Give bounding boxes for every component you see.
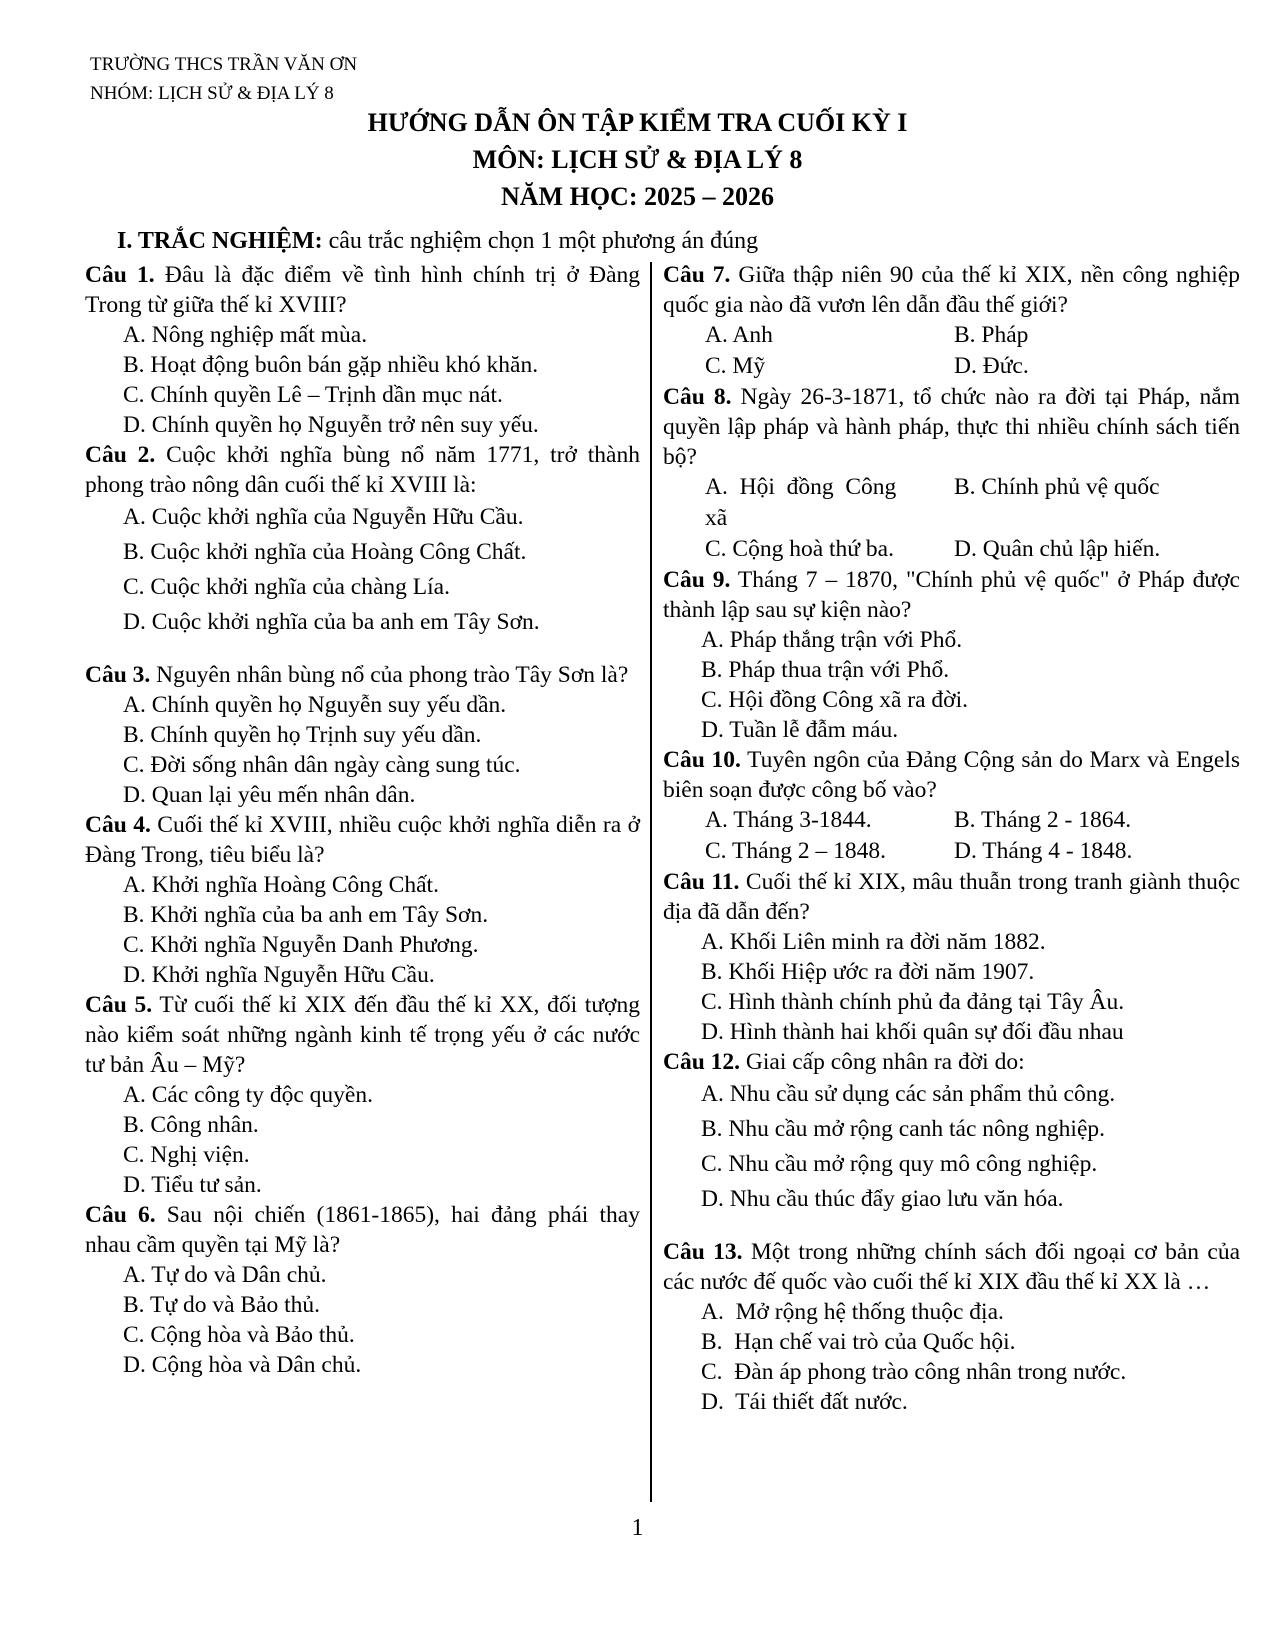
question-stem: [663, 745, 1240, 805]
question-stem: [85, 1200, 640, 1260]
option-b: B. Tháng 2 - 1864.: [954, 807, 1132, 833]
option-b: B. Nhu cầu mở rộng canh tác nông nghiệp.: [701, 1116, 1105, 1142]
option-b: B. Khởi nghĩa của ba anh em Tây Sơn.: [123, 902, 489, 928]
question-number: Câu 2.: [85, 442, 156, 468]
option-a: A. Anh: [705, 322, 773, 348]
option-a: A. Chính quyền họ Nguyễn suy yếu dần.: [123, 692, 507, 718]
question-stem: [85, 260, 640, 320]
question-number: Câu 1.: [85, 262, 155, 288]
question-text: Một trong những chính sách đối ngoại cơ bản của các nước đế quốc vào cuối thế kỉ XIX đầu thế kỉ XX là …: [663, 1239, 1241, 1295]
question-number: Câu 6.: [85, 1202, 156, 1228]
question-text: Cuối thế kỉ XIX, mâu thuẫn trong tranh giành thuộc địa đã dẫn đến?: [663, 869, 1241, 925]
subject-group: NHÓM: LỊCH SỬ & ĐỊA LÝ 8: [90, 83, 334, 104]
document-title: HƯỚNG DẪN ÔN TẬP KIỂM TRA CUỐI KỲ I: [367, 108, 908, 137]
question-1: [85, 260, 640, 440]
question-8: [663, 382, 1240, 565]
question-stem: [85, 440, 640, 500]
option-b: B. Tự do và Bảo thủ.: [123, 1292, 321, 1318]
left-column: [85, 260, 640, 1380]
question-stem: [85, 810, 640, 870]
option-c: C. Khởi nghĩa Nguyễn Danh Phương.: [123, 932, 479, 958]
question-text: Giai cấp công nhân ra đời do:: [740, 1049, 1025, 1075]
question-text: Đâu là đặc điểm về tình hình chính trị ở Đàng Trong từ giữa thế kỉ XVIII?: [85, 262, 640, 318]
option-d: D. Quan lại yêu mến nhân dân.: [123, 782, 416, 808]
question-text: Sau nội chiến (1861-1865), hai đảng phái thay nhau cầm quyền tại Mỹ là?: [85, 1202, 640, 1258]
spacer: [663, 1217, 1240, 1237]
option-b: B. Hạn chế vai trò của Quốc hội.: [701, 1329, 1016, 1355]
option-a: A. Tự do và Dân chủ.: [123, 1262, 327, 1288]
question-11: [663, 867, 1240, 1047]
option-b: B. Hoạt động buôn bán gặp nhiều khó khăn.: [123, 352, 539, 378]
question-text: Tuyên ngôn của Đảng Cộng sản do Marx và Engels biên soạn được công bố vào?: [663, 747, 1240, 803]
option-d: D. Tháng 4 - 1848.: [954, 838, 1133, 864]
question-stem: [663, 1237, 1240, 1297]
option-a-continued: [663, 503, 1240, 534]
options-row: [663, 351, 1240, 382]
option-a: A. Pháp thắng trận với Phổ.: [701, 627, 963, 653]
option-b: B. Khối Hiệp ước ra đời năm 1907.: [701, 959, 1035, 985]
option-c: C. Mỹ: [705, 353, 766, 379]
spacer: [85, 640, 640, 660]
question-number: Câu 13.: [663, 1239, 743, 1265]
option-c: C. Chính quyền Lê – Trịnh dần mục nát.: [123, 382, 503, 408]
option-b: B. Cuộc khởi nghĩa của Hoàng Công Chất.: [123, 539, 527, 565]
question-stem: [85, 990, 640, 1080]
option-a: A. Khởi nghĩa Hoàng Công Chất.: [123, 872, 439, 898]
options-row: [663, 836, 1240, 867]
option-c: C. Hội đồng Công xã ra đời.: [701, 687, 968, 713]
option-a: A. Mở rộng hệ thống thuộc địa.: [701, 1299, 1004, 1325]
question-13: [663, 1237, 1240, 1417]
question-text: Ngày 26-3-1871, tổ chức nào ra đời tại Pháp, nắm quyền lập pháp và hành pháp, thực thi nhiều chính sách tiến bộ?: [663, 384, 1240, 470]
section-heading: [117, 228, 758, 255]
question-number: Câu 7.: [663, 262, 731, 288]
question-number: Câu 5.: [85, 992, 153, 1018]
option-c: C. Cộng hòa và Bảo thủ.: [123, 1322, 355, 1348]
options-row: [663, 534, 1240, 565]
question-number: Câu 4.: [85, 812, 151, 838]
option-d: D. Cuộc khởi nghĩa của ba anh em Tây Sơn.: [123, 609, 540, 635]
subject-title: MÔN: LỊCH SỬ & ĐỊA LÝ 8: [472, 145, 803, 174]
column-divider: [650, 262, 652, 1502]
question-text: Nguyên nhân bùng nổ của phong trào Tây Sơn là?: [150, 662, 629, 688]
option-b: B. Pháp: [954, 322, 1029, 348]
option-b: B. Công nhân.: [123, 1112, 259, 1138]
option-a: A. Khối Liên minh ra đời năm 1882.: [701, 929, 1046, 955]
option-d: D. Đức.: [954, 353, 1029, 379]
question-stem: [663, 867, 1240, 927]
option-d: D. Quân chủ lập hiến.: [954, 536, 1161, 562]
option-d: D. Khởi nghĩa Nguyễn Hữu Cầu.: [123, 962, 435, 988]
question-stem: [663, 260, 1240, 320]
option-d: D. Nhu cầu thúc đẩy giao lưu văn hóa.: [701, 1186, 1064, 1212]
option-a: A. Nhu cầu sử dụng các sản phẩm thủ công.: [701, 1081, 1116, 1107]
question-5: [85, 990, 640, 1200]
option-d: D. Cộng hòa và Dân chủ.: [123, 1352, 362, 1378]
question-stem: [663, 382, 1240, 472]
option-a: A. Tháng 3-1844.: [705, 807, 872, 833]
right-column: [663, 260, 1240, 1417]
option-c: C. Đàn áp phong trào công nhân trong nước.: [701, 1359, 1127, 1385]
question-number: Câu 9.: [663, 567, 731, 593]
page-number: 1: [631, 1515, 644, 1541]
question-text: Cuộc khởi nghĩa bùng nổ năm 1771, trở thành phong trào nông dân cuối thế kỉ XVIII là:: [85, 442, 640, 498]
option-c: C. Tháng 2 – 1848.: [705, 838, 887, 864]
question-4: [85, 810, 640, 990]
option-c: C. Cuộc khởi nghĩa của chàng Lía.: [123, 574, 450, 600]
options-row: [663, 472, 1240, 503]
option-c: C. Đời sống nhân dân ngày càng sung túc.: [123, 752, 521, 778]
question-number: Câu 8.: [663, 384, 732, 410]
question-7: [663, 260, 1240, 382]
question-9: [663, 565, 1240, 745]
option-a: A. Các công ty độc quyền.: [123, 1082, 373, 1108]
option-d: D. Chính quyền họ Nguyễn trở nên suy yếu.: [123, 412, 539, 438]
question-text: Tháng 7 – 1870, "Chính phủ vệ quốc" ở Pháp được thành lập sau sự kiện nào?: [663, 567, 1240, 623]
question-stem: [663, 1047, 1240, 1077]
school-header: [90, 50, 357, 108]
school-year-title: NĂM HỌC: 2025 – 2026: [501, 182, 774, 211]
question-3: [85, 660, 640, 810]
option-b: B. Pháp thua trận với Phổ.: [701, 657, 950, 683]
option-b: B. Chính quyền họ Trịnh suy yếu dần.: [123, 722, 482, 748]
question-text: Từ cuối thế kỉ XIX đến đầu thế kỉ XX, đối tượng nào kiểm soát những ngành kinh tế trọng yếu ở các nước tư bản Âu – Mỹ?: [85, 992, 640, 1078]
option-a-wrap: xã: [705, 505, 728, 531]
question-number: Câu 11.: [663, 869, 740, 895]
options-row: [663, 805, 1240, 836]
option-a: A. Hội đồng Công: [705, 474, 897, 500]
option-b: B. Chính phủ vệ quốc: [954, 474, 1160, 500]
option-d: D. Hình thành hai khối quân sự đối đầu nhau: [701, 1019, 1124, 1045]
school-name: TRƯỜNG THCS TRẦN VĂN ƠN: [90, 54, 358, 75]
option-a: A. Nông nghiệp mất mùa.: [123, 322, 368, 348]
option-d: D. Tái thiết đất nước.: [701, 1389, 908, 1415]
question-number: Câu 12.: [663, 1049, 741, 1075]
question-number: Câu 3.: [85, 662, 151, 688]
option-c: C. Hình thành chính phủ đa đảng tại Tây Âu.: [701, 989, 1125, 1015]
section-instruction: câu trắc nghiệm chọn 1 một phương án đúng: [322, 228, 759, 254]
question-text: Cuối thế kỉ XVIII, nhiều cuộc khởi nghĩa diễn ra ở Đàng Trong, tiêu biểu là?: [85, 812, 640, 868]
question-text: Giữa thập niên 90 của thế kỉ XIX, nền công nghiệp quốc gia nào đã vươn lên dẫn đầu thế giới?: [663, 262, 1240, 318]
option-c: C. Nhu cầu mở rộng quy mô công nghiệp.: [701, 1151, 1098, 1177]
option-c: C. Nghị viện.: [123, 1142, 250, 1168]
question-stem: [663, 565, 1240, 625]
question-number: Câu 10.: [663, 747, 741, 773]
option-a: A. Cuộc khởi nghĩa của Nguyễn Hữu Cầu.: [123, 504, 524, 530]
option-d: D. Tiểu tư sản.: [123, 1172, 262, 1198]
question-2: [85, 440, 640, 640]
option-d: D. Tuần lễ đẫm máu.: [701, 717, 899, 743]
options-row: [663, 320, 1240, 351]
section-label: I. TRẮC NGHIỆM:: [117, 228, 323, 254]
question-12: [663, 1047, 1240, 1217]
question-stem: [85, 660, 640, 690]
question-10: [663, 745, 1240, 867]
question-6: [85, 1200, 640, 1380]
option-c: C. Cộng hoà thứ ba.: [705, 536, 894, 562]
